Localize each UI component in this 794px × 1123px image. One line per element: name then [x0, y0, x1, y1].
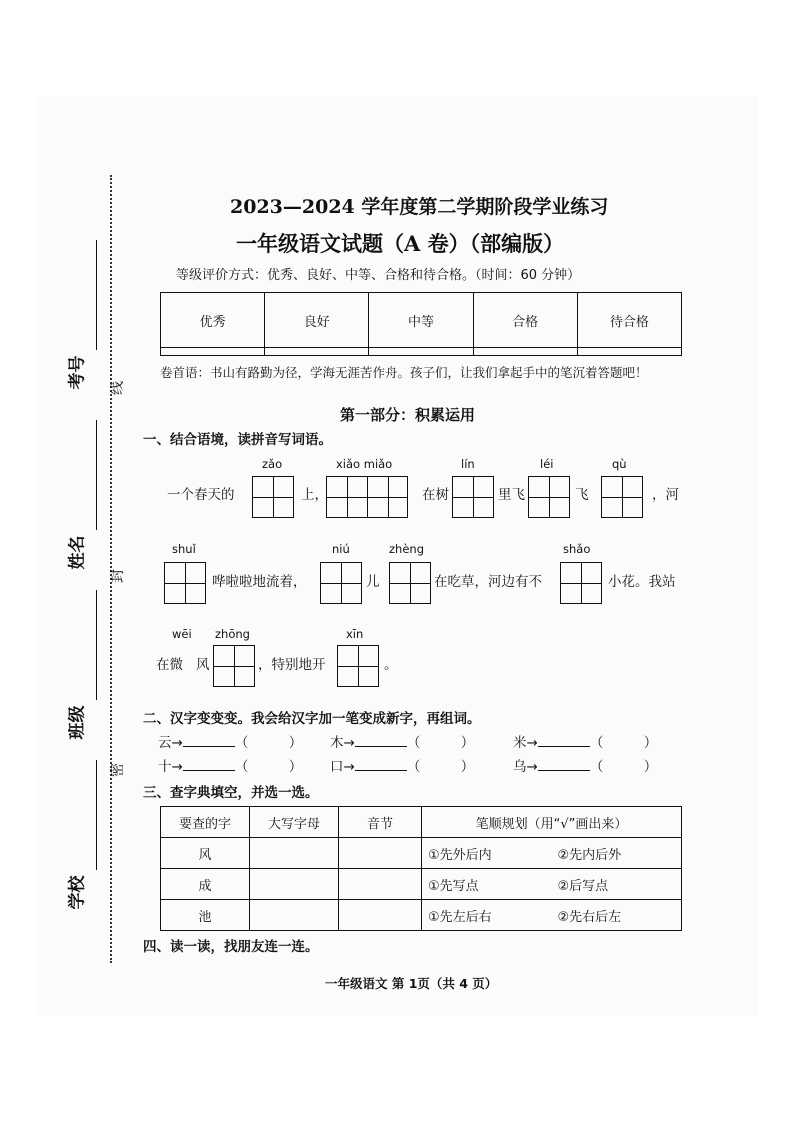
- pinyin-xiaomiao: xiǎo miǎo: [336, 457, 393, 471]
- tianzige-lin[interactable]: [452, 476, 494, 518]
- name-field-line[interactable]: [96, 420, 97, 530]
- tianzige-qu[interactable]: [601, 476, 643, 518]
- capital-letter-cell[interactable]: [250, 869, 339, 900]
- syllable-cell[interactable]: [339, 900, 422, 931]
- answer-blank[interactable]: [183, 734, 235, 747]
- word-paren[interactable]: （ ）: [406, 735, 475, 751]
- dict-char: 池: [161, 900, 250, 931]
- class-label: 班级: [67, 705, 88, 740]
- stroke-option[interactable]: ①先写点: [422, 869, 552, 900]
- dict-char: 成: [161, 869, 250, 900]
- stroke-option[interactable]: ②先右后左: [551, 900, 681, 931]
- pinyin-qu: qù: [612, 457, 627, 471]
- dictionary-table: [160, 806, 682, 931]
- q4-title: 四、读一读，找朋友连一连。: [143, 939, 319, 955]
- school-label: 学校: [67, 875, 88, 910]
- pinyin-zao: zǎo: [262, 457, 283, 471]
- q2-item: 米→ （ ）: [513, 735, 658, 751]
- grade-cell[interactable]: [265, 348, 369, 356]
- answer-blank[interactable]: [538, 758, 590, 771]
- page-footer: 一年级语文 第 1页（共 4 页）: [325, 976, 498, 991]
- seal-mi-char: 密: [110, 763, 126, 777]
- q1-text: 里飞: [498, 487, 525, 503]
- answer-blank[interactable]: [355, 758, 407, 771]
- grade-header: 合格: [473, 293, 577, 348]
- q2-item: 乌→ （ ）: [513, 759, 658, 775]
- pinyin-niu: niú: [332, 542, 350, 556]
- exam-no-field-line[interactable]: [96, 240, 97, 350]
- q1-text: 在树: [422, 487, 449, 503]
- grade-header: 优秀: [161, 293, 265, 348]
- syllable-cell[interactable]: [339, 838, 422, 869]
- q1-text: ，河: [652, 487, 679, 503]
- pinyin-wei: wēi: [172, 627, 192, 641]
- school-field-line[interactable]: [96, 760, 97, 870]
- tianzige-niu[interactable]: [320, 562, 362, 604]
- q2-item: 云→ （ ）: [158, 735, 303, 751]
- q1-text: 飞: [575, 487, 589, 503]
- pinyin-shao: shǎo: [563, 542, 591, 556]
- pinyin-shui: shuǐ: [172, 542, 196, 556]
- tianzige-zaochen[interactable]: [252, 476, 294, 518]
- tianzige-shui[interactable]: [164, 562, 206, 604]
- word-paren[interactable]: （ ）: [589, 759, 658, 775]
- evaluation-note: 等级评价方式：优秀、良好、中等、合格和待合格。（时间：60 分钟）: [176, 268, 581, 283]
- tianzige-zhong[interactable]: [213, 645, 255, 687]
- exam-no-label: 考号: [67, 355, 88, 390]
- seal-line-char: 线: [110, 381, 126, 395]
- dict-header: 音节: [339, 807, 422, 838]
- grade-cell[interactable]: [161, 348, 265, 356]
- exam-subtitle: 一年级语文试题（A 卷）（部编版）: [236, 231, 565, 256]
- seal-feng-char: 封: [110, 569, 126, 583]
- class-field-line[interactable]: [96, 590, 97, 700]
- q1-title: 一、结合语境，读拼音写词语。: [143, 432, 332, 448]
- exam-title: 2023—2024 学年度第二学期阶段学业练习: [230, 196, 609, 218]
- pinyin-lin: lín: [461, 457, 475, 471]
- q1-text: 上，: [301, 487, 328, 503]
- dict-header: 要查的字: [161, 807, 250, 838]
- tianzige-xiaomiao[interactable]: [326, 476, 408, 518]
- pinyin-lei: léi: [540, 457, 554, 471]
- tianzige-lei[interactable]: [528, 476, 570, 518]
- stroke-option[interactable]: ②先内后外: [551, 838, 681, 869]
- tianzige-xin[interactable]: [337, 645, 379, 687]
- name-label: 姓名: [67, 535, 88, 570]
- word-paren[interactable]: （ ）: [589, 735, 658, 751]
- stroke-option[interactable]: ①先左后右: [422, 900, 552, 931]
- answer-blank[interactable]: [538, 734, 590, 747]
- q1-text: 。: [384, 657, 398, 673]
- dict-char: 风: [161, 838, 250, 869]
- stroke-option[interactable]: ②后写点: [551, 869, 681, 900]
- part-one-title: 第一部分：积累运用: [340, 406, 476, 424]
- grade-table: [160, 292, 682, 356]
- word-paren[interactable]: （ ）: [406, 759, 475, 775]
- capital-letter-cell[interactable]: [250, 838, 339, 869]
- q3-title: 三、查字典填空，并选一选。: [143, 785, 319, 801]
- grade-header: 待合格: [577, 293, 681, 348]
- q1-text: 一个春天的: [167, 487, 235, 503]
- word-paren[interactable]: （ ）: [234, 759, 303, 775]
- answer-blank[interactable]: [355, 734, 407, 747]
- grade-header: 良好: [265, 293, 369, 348]
- tianzige-shao[interactable]: [560, 562, 602, 604]
- q2-title: 二、汉字变变变。我会给汉字加一笔变成新字，再组词。: [143, 711, 481, 727]
- stroke-option[interactable]: ①先外后内: [422, 838, 552, 869]
- q1-text: 小花。我站: [608, 574, 676, 590]
- grade-cell[interactable]: [473, 348, 577, 356]
- q1-text: 儿: [366, 574, 380, 590]
- pinyin-zheng: zhèng: [389, 542, 424, 556]
- grade-cell[interactable]: [369, 348, 473, 356]
- q2-item: 口→ （ ）: [330, 759, 475, 775]
- word-paren[interactable]: （ ）: [234, 735, 303, 751]
- q1-text: 在吃草，河边有不: [434, 574, 542, 590]
- syllable-cell[interactable]: [339, 869, 422, 900]
- q1-text: 风: [196, 657, 210, 673]
- q2-item: 十→ （ ）: [158, 759, 303, 775]
- pinyin-zhong: zhōng: [215, 627, 250, 641]
- grade-header: 中等: [369, 293, 473, 348]
- pinyin-xin: xīn: [346, 627, 364, 641]
- capital-letter-cell[interactable]: [250, 900, 339, 931]
- answer-blank[interactable]: [183, 758, 235, 771]
- dict-header: 大写字母: [250, 807, 339, 838]
- dict-header: 笔顺规划（用“√”画出来）: [422, 807, 682, 838]
- q1-text: 哗啦啦地流着，: [212, 574, 307, 590]
- grade-cell[interactable]: [577, 348, 681, 356]
- q1-text: ，特别地开: [258, 657, 326, 673]
- motto: 卷首语：书山有路勤为径，学海无涯苦作舟。孩子们，让我们拿起手中的笔沉着答题吧！: [160, 365, 648, 380]
- q2-item: 木→ （ ）: [330, 735, 475, 751]
- q1-text: 在微: [156, 657, 183, 673]
- tianzige-zheng[interactable]: [389, 562, 431, 604]
